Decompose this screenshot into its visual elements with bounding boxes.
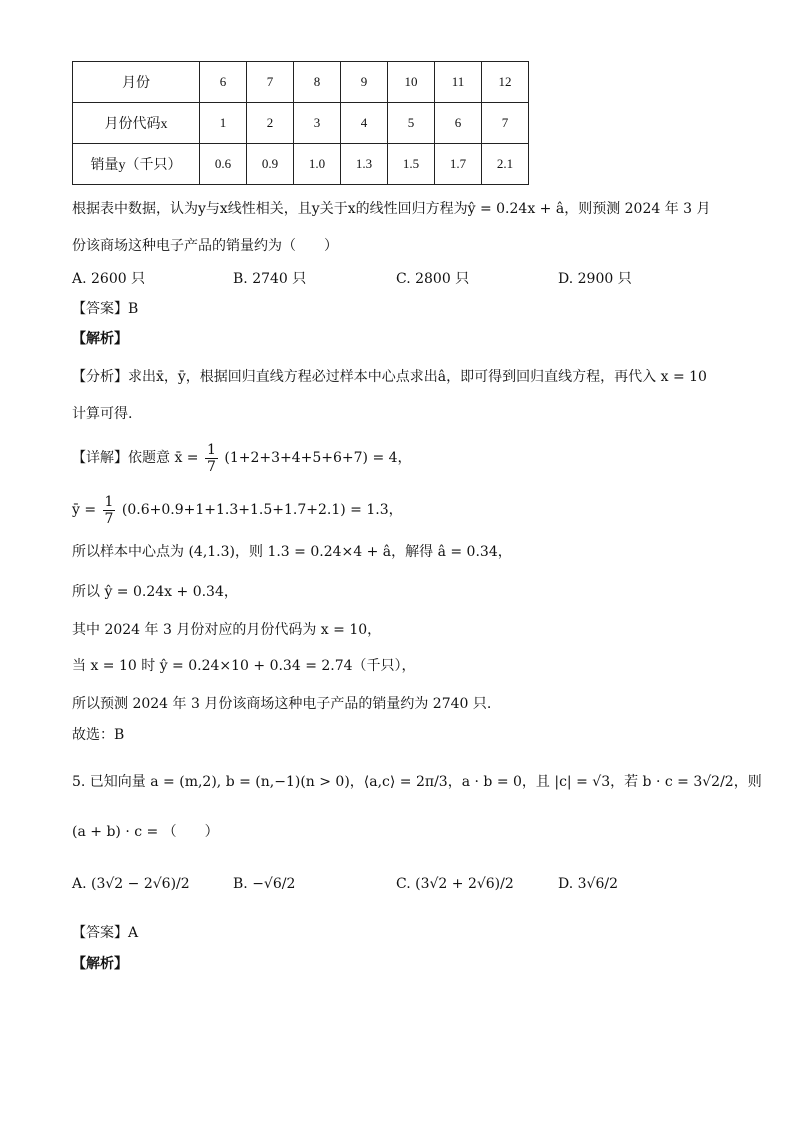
fraction-denominator: 7 (206, 458, 216, 475)
row-header: 销量y（千只） (73, 144, 200, 185)
question-4-stem-line-2: 份该商场这种电子产品的销量约为（ ） (72, 238, 338, 254)
fraction-denominator: 7 (104, 510, 114, 527)
table-cell: 8 (294, 62, 341, 103)
table-cell: 6 (435, 103, 482, 144)
choice-line: 故选：B (72, 727, 125, 743)
table-cell: 12 (482, 62, 529, 103)
option-c: C. (3√2 + 2√6)/2 (396, 876, 514, 892)
calculation-line: 当 x = 10 时 ŷ = 0.24×10 + 0.34 = 2.74（千只）， (72, 658, 416, 674)
analysis-line-1: 【分析】求出x̄，ȳ，根据回归直线方程必过样本中心点求出â，即可得到回归直线方程，再代入 x = 10 (72, 369, 707, 385)
table-cell: 0.9 (247, 144, 294, 185)
table-row (73, 103, 529, 144)
analysis-label: 【解析】 (72, 956, 128, 972)
table-row (73, 144, 529, 185)
detail-ybar-rest: (0.6+0.9+1+1.3+1.5+1.7+2.1) = 1.3， (121, 502, 403, 518)
option-c: C. 2800 只 (396, 271, 470, 287)
table-row (73, 62, 529, 103)
analysis-line-2: 计算可得. (72, 406, 133, 422)
conclusion-line: 所以预测 2024 年 3 月份该商场这种电子产品的销量约为 2740 只. (72, 696, 492, 712)
table-cell: 2 (247, 103, 294, 144)
table-cell: 5 (388, 103, 435, 144)
detail-xbar-prefix: 【详解】依题意 x̄ = (72, 450, 199, 466)
detail-ybar-prefix: ȳ = (72, 502, 97, 518)
table-cell: 1 (200, 103, 247, 144)
center-point-line: 所以样本中心点为 (4,1.3)，则 1.3 = 0.24×4 + â，解得 â = 0.34， (72, 544, 512, 560)
regression-equation-line: 所以 ŷ = 0.24x + 0.34， (72, 584, 238, 600)
month-code-line: 其中 2024 年 3 月份对应的月份代码为 x = 10， (72, 622, 382, 638)
detail-ybar (72, 492, 403, 528)
option-b: B. −√6/2 (233, 876, 296, 892)
detail-xbar (72, 440, 412, 476)
table-cell: 1.0 (294, 144, 341, 185)
question-5-stem-line-1: 5. 已知向量 a = (m,2), b = (n,−1)(n > 0)，⟨a,c⟩ = 2π/3，a · b = 0，且 |c| = √3，若 b · c = 3√2/2，则 (72, 774, 762, 790)
answer-label: 【答案】B (72, 301, 139, 317)
table-cell: 3 (294, 103, 341, 144)
option-a: A. (3√2 − 2√6)/2 (72, 876, 190, 892)
table-cell: 9 (341, 62, 388, 103)
fraction (205, 442, 218, 475)
option-d: D. 3√6/2 (558, 876, 618, 892)
table-cell: 7 (247, 62, 294, 103)
question-5-stem-line-2: (a + b) · c = （ ） (72, 824, 219, 840)
option-d: D. 2900 只 (558, 271, 632, 287)
table-cell: 7 (482, 103, 529, 144)
table-cell: 4 (341, 103, 388, 144)
table-cell: 10 (388, 62, 435, 103)
row-header: 月份代码x (73, 103, 200, 144)
table-cell: 1.5 (388, 144, 435, 185)
data-table (72, 61, 529, 185)
option-b: B. 2740 只 (233, 271, 307, 287)
table-cell: 6 (200, 62, 247, 103)
fraction (103, 494, 116, 527)
table-cell: 1.7 (435, 144, 482, 185)
question-4-stem-line-1: 根据表中数据，认为y与x线性相关，且y关于x的线性回归方程为ŷ = 0.24x + â，则预测 2024 年 3 月 (72, 201, 711, 217)
fraction-numerator: 1 (104, 493, 114, 510)
analysis-label: 【解析】 (72, 331, 128, 347)
table-cell: 2.1 (482, 144, 529, 185)
option-a: A. 2600 只 (72, 271, 146, 287)
fraction-numerator: 1 (206, 441, 216, 458)
table-cell: 1.3 (341, 144, 388, 185)
row-header: 月份 (73, 62, 200, 103)
table-cell: 0.6 (200, 144, 247, 185)
table-cell: 11 (435, 62, 482, 103)
answer-label: 【答案】A (72, 925, 139, 941)
detail-xbar-rest: (1+2+3+4+5+6+7) = 4， (224, 450, 412, 466)
